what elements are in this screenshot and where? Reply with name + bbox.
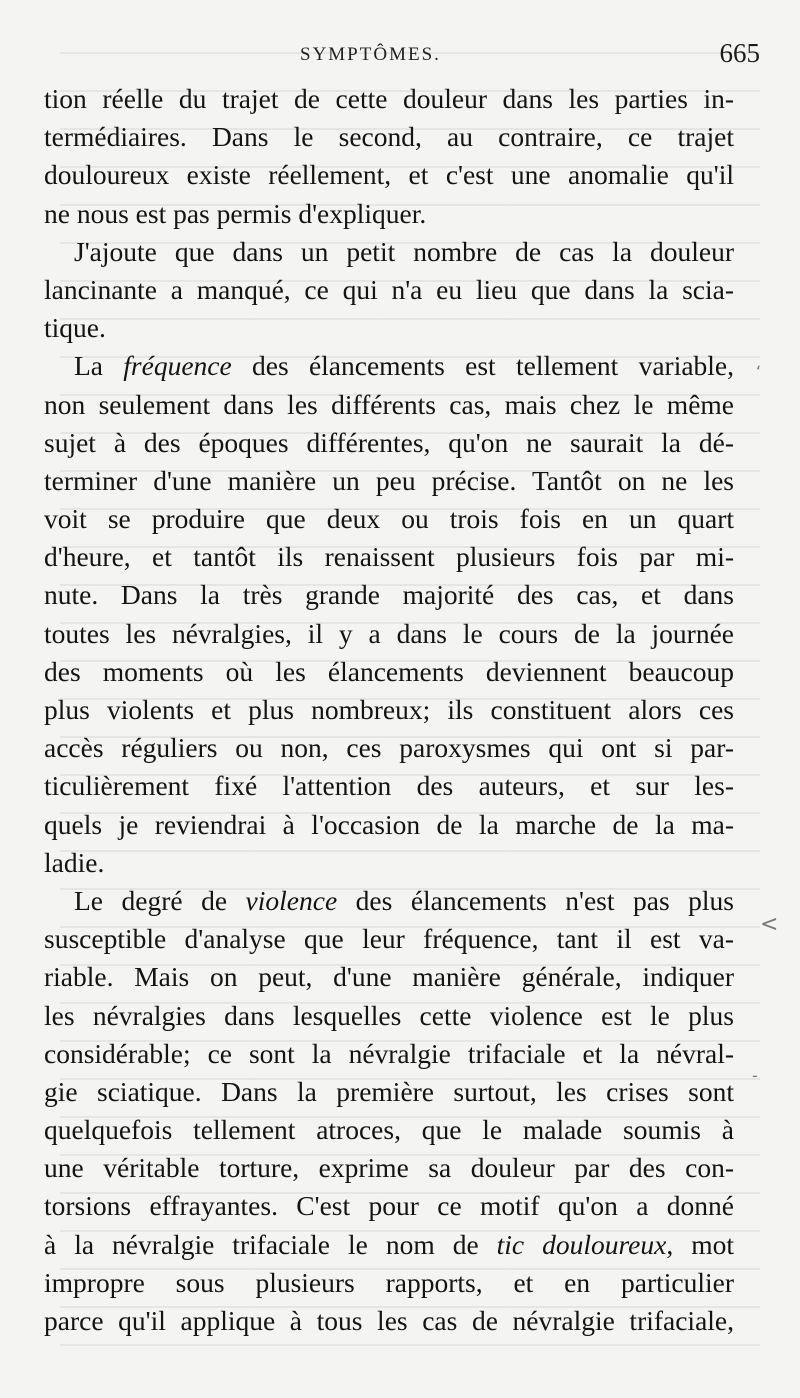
text-line: tique.	[44, 312, 106, 344]
margin-mark-angle: <	[760, 912, 779, 937]
text-line: quelquefois tellement atroces, que le malade soumis à	[44, 1114, 734, 1146]
text-line: nute. Dans la très grande majorité des cas, et dans	[44, 579, 734, 611]
text-line: gie sciatique. Dans la première surtout, les crises sont	[44, 1075, 734, 1107]
text-line	[44, 1226, 734, 1264]
paragraph-2	[44, 233, 734, 348]
inline-rest: , mot	[666, 1228, 734, 1260]
margin-mark-quote: ‘	[756, 362, 762, 381]
text-line: des moments où les élancements deviennent beaucoup	[44, 655, 734, 687]
inline-le-degre: Le degré de	[74, 884, 246, 916]
text-line: sujet à des époques différentes, qu'on ne saurait la dé-	[44, 426, 734, 458]
text-line: plus violents et plus nombreux; ils constituent alors ces	[44, 694, 734, 725]
paragraph-1	[44, 80, 734, 233]
text-line	[44, 347, 734, 385]
inline-la: La	[74, 350, 124, 382]
running-head: SYMPTÔMES.	[300, 44, 441, 65]
inline-rest: des élancements est tellement variable,	[252, 350, 735, 382]
paragraph-frequence	[44, 347, 734, 882]
italic-violence: violence	[245, 884, 338, 916]
text-line: d'heure, et tantôt ils renaissent plusieurs fois par mi-	[44, 541, 734, 573]
text-line: torsions effrayantes. C'est pour ce motif qu'on a donné	[44, 1190, 734, 1222]
page-header	[0, 38, 800, 78]
text-line: susceptible d'analyse que leur fréquence, tant il est va-	[44, 923, 734, 955]
text-line: ladie.	[44, 846, 105, 878]
text-line: ne nous est pas permis d'expliquer.	[44, 197, 427, 229]
page-body	[44, 80, 734, 1340]
text-line: les névralgies dans lesquelles cette violence est le plus	[44, 999, 734, 1031]
text-line: une véritable torture, exprime sa douleur par des con-	[44, 1152, 734, 1184]
text-line	[44, 882, 734, 920]
inline-a-la-nevralgie: à la névralgie trifaciale le nom de	[44, 1228, 497, 1260]
text-line: considérable; ce sont la névralgie trifaciale et la névral-	[44, 1037, 734, 1069]
margin-mark-dash: ‐	[752, 1066, 758, 1085]
text-line: quels je reviendrai à l'occasion de la marche de la ma-	[44, 808, 734, 840]
text-line: lancinante a manqué, ce qui n'a eu lieu que dans la scia-	[44, 273, 734, 305]
text-line: terminer d'une manière un peu précise. Tantôt on ne les	[44, 464, 734, 496]
page-number: 665	[719, 38, 760, 68]
text-line: impropre sous plusieurs rapports, et en particulier	[44, 1266, 734, 1298]
italic-frequence: fréquence	[123, 350, 232, 382]
text-line: tion réelle du trajet de cette douleur dans les parties in-	[44, 83, 734, 114]
text-line: voit se produire que deux ou trois fois en un quart	[44, 503, 734, 535]
text-line: ticulièrement fixé l'attention des auteurs, et sur les-	[44, 770, 734, 802]
text-line: non seulement dans les différents cas, mais chez le même	[44, 388, 734, 420]
paragraph-violence	[44, 882, 734, 1340]
text-line: parce qu'il applique à tous les cas de névralgie trifaciale,	[44, 1305, 734, 1336]
text-line: toutes les névralgies, il y a dans le cours de la journée	[44, 617, 734, 649]
italic-tic-douloureux: tic douloureux	[496, 1228, 667, 1260]
text-line: douloureux existe réellement, et c'est une anomalie qu'il	[44, 159, 734, 191]
text-line: riable. Mais on peut, d'une manière générale, indiquer	[44, 961, 734, 993]
inline-rest: des élancements n'est pas plus	[355, 884, 735, 916]
text-line: accès réguliers ou non, ces paroxysmes qui ont si par-	[44, 732, 734, 764]
text-line: termédiaires. Dans le second, au contraire, ce trajet	[44, 121, 734, 153]
text-line: J'ajoute que dans un petit nombre de cas la douleur	[74, 235, 734, 267]
